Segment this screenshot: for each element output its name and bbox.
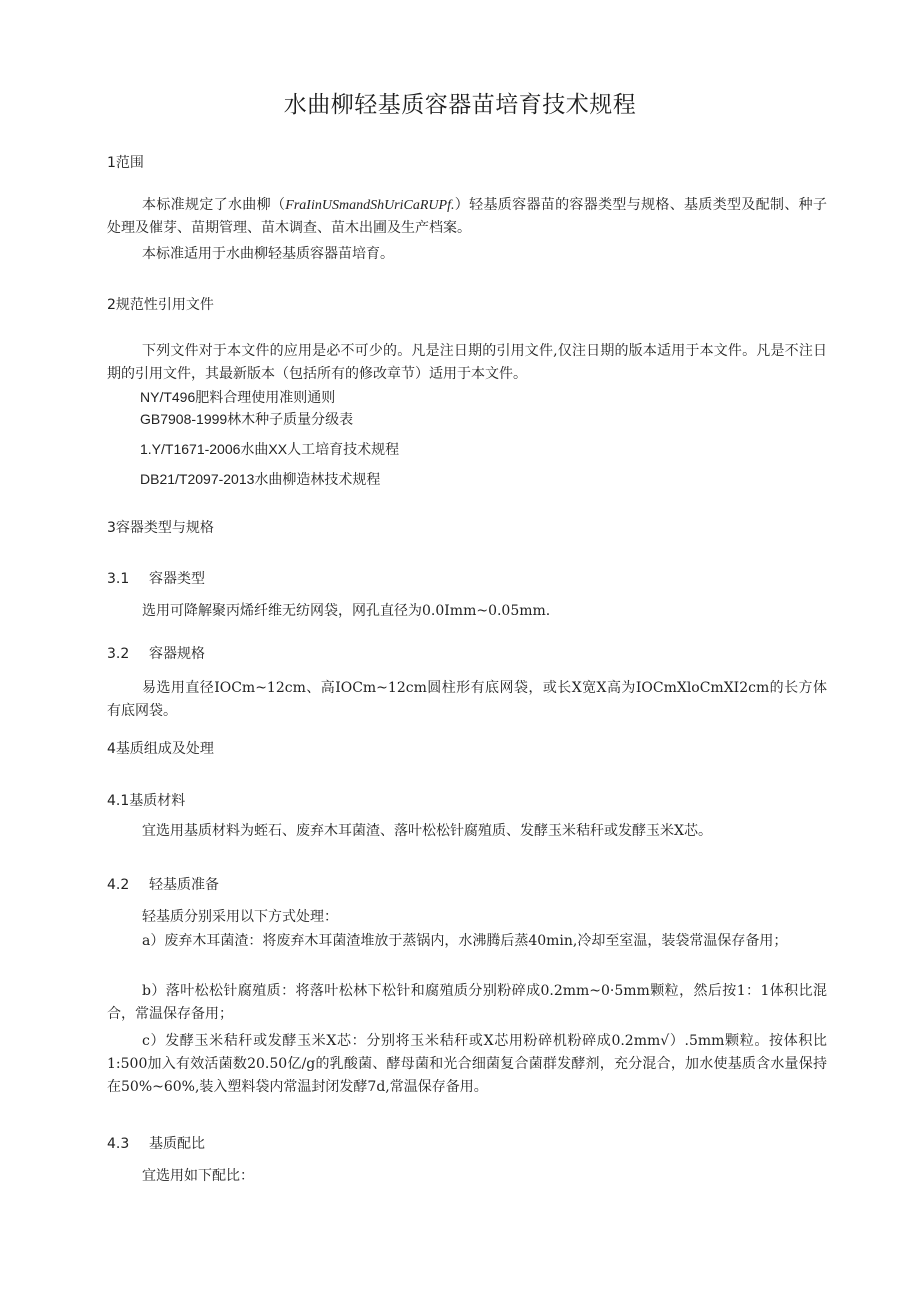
section-1-heading: 1范围 — [107, 155, 144, 171]
reference-item: 1.Y/T1671-2006水曲XX人工培育技术规程 — [140, 441, 400, 457]
subsection-3-1-heading — [107, 568, 205, 588]
subsection-4-2-heading — [107, 874, 219, 894]
subsection-4-2-item-c: c）发酵玉米秸秆或发酵玉米X芯：分别将玉米秸秆或X芯用粉碎机粉碎成0.2mm√）.5mm颗粒。按体积比1:500加入有效活菌数20.50亿/g的乳酸菌、酵母菌和光合细菌复合菌群发酵剂，充分混合，加水使基质含水量保持在50%~60%,装入塑料袋内常温封闭发酵7d,常温保存备用。 — [107, 1033, 827, 1095]
reference-item: DB21/T2097-2013水曲柳造林技术规程 — [140, 471, 381, 487]
document-title: 水曲柳轻基质容器苗培育技术规程 — [283, 92, 637, 118]
subsection-4-1-paragraph: 宜选用基质材料为蛭石、废弃木耳菌渣、落叶松松针腐殖质、发酵玉米秸秆或发酵玉米X芯。 — [142, 823, 712, 839]
subsection-3-2-heading — [107, 643, 205, 663]
subsection-3-2-paragraph: 易选用直径IOCm~12cm、高IOCm~12cm圆柱形有底网袋，或长X宽X高为IOCmXloCmXI2cm的长方体有底网袋。 — [107, 680, 827, 719]
subsection-4-2-item-a: a）废弃木耳菌渣：将废弃木耳菌渣堆放于蒸锅内，水沸腾后蒸40min,冷却至室温，装袋常温保存备用； — [142, 933, 788, 949]
subsection-title: 基质配比 — [149, 1136, 205, 1152]
subsection-title: 基质材料 — [129, 793, 186, 809]
subsection-title: 容器规格 — [149, 646, 205, 662]
subsection-4-3-heading — [107, 1133, 205, 1153]
subsection-number: 4.1 — [107, 793, 130, 809]
section-2-paragraph-1: 下列文件对于本文件的应用是必不可少的。凡是注日期的引用文件,仅注日期的版本适用于本文件。凡是不注日期的引用文件，其最新版本（包括所有的修改章节）适用于本文件。 — [107, 343, 827, 382]
subsection-number: 3.1 — [107, 571, 130, 587]
reference-item: GB7908-1999林木种子质量分级表 — [140, 411, 354, 427]
subsection-4-3-paragraph: 宜选用如下配比： — [142, 1168, 254, 1184]
section-1-paragraph-2: 本标准适用于水曲柳轻基质容器苗培育。 — [142, 246, 394, 262]
section-2-heading: 2规范性引用文件 — [107, 297, 214, 313]
subsection-title: 轻基质准备 — [149, 877, 219, 893]
subsection-number: 3.2 — [107, 646, 130, 662]
reference-item: NY/T496肥料合理使用准则通则 — [140, 389, 336, 405]
s1-p1-text-b: ）轻基质容器苗的容器类型与规格、基质类型及配制、种子处理及催芽、苗期管理、苗木调查、苗木出圃及生产档案。 — [107, 197, 828, 236]
subsection-4-1-heading — [107, 790, 185, 810]
section-4-heading: 4基质组成及处理 — [107, 741, 214, 757]
subsection-number: 4.2 — [107, 877, 130, 893]
s1-p1-latin-name: FraIinUSmandShUriCaRUPf. — [285, 198, 455, 213]
section-3-heading: 3容器类型与规格 — [107, 520, 214, 536]
section-1-paragraph-1 — [107, 194, 827, 240]
subsection-title: 容器类型 — [149, 571, 205, 587]
subsection-4-2-item-b: b）落叶松松针腐殖质：将落叶松林下松针和腐殖质分别粉碎成0.2mm~0·5mm颗粒，然后按1：1体积比混合，常温保存备用； — [107, 983, 827, 1022]
s1-p1-text-a: 本标准规定了水曲柳（ — [142, 197, 286, 213]
subsection-4-2-intro: 轻基质分别采用以下方式处理： — [142, 909, 338, 925]
subsection-3-1-paragraph: 选用可降解聚丙烯纤维无纺网袋，网孔直径为0.0Imm~0.05mm. — [142, 603, 551, 619]
subsection-number: 4.3 — [107, 1136, 130, 1152]
